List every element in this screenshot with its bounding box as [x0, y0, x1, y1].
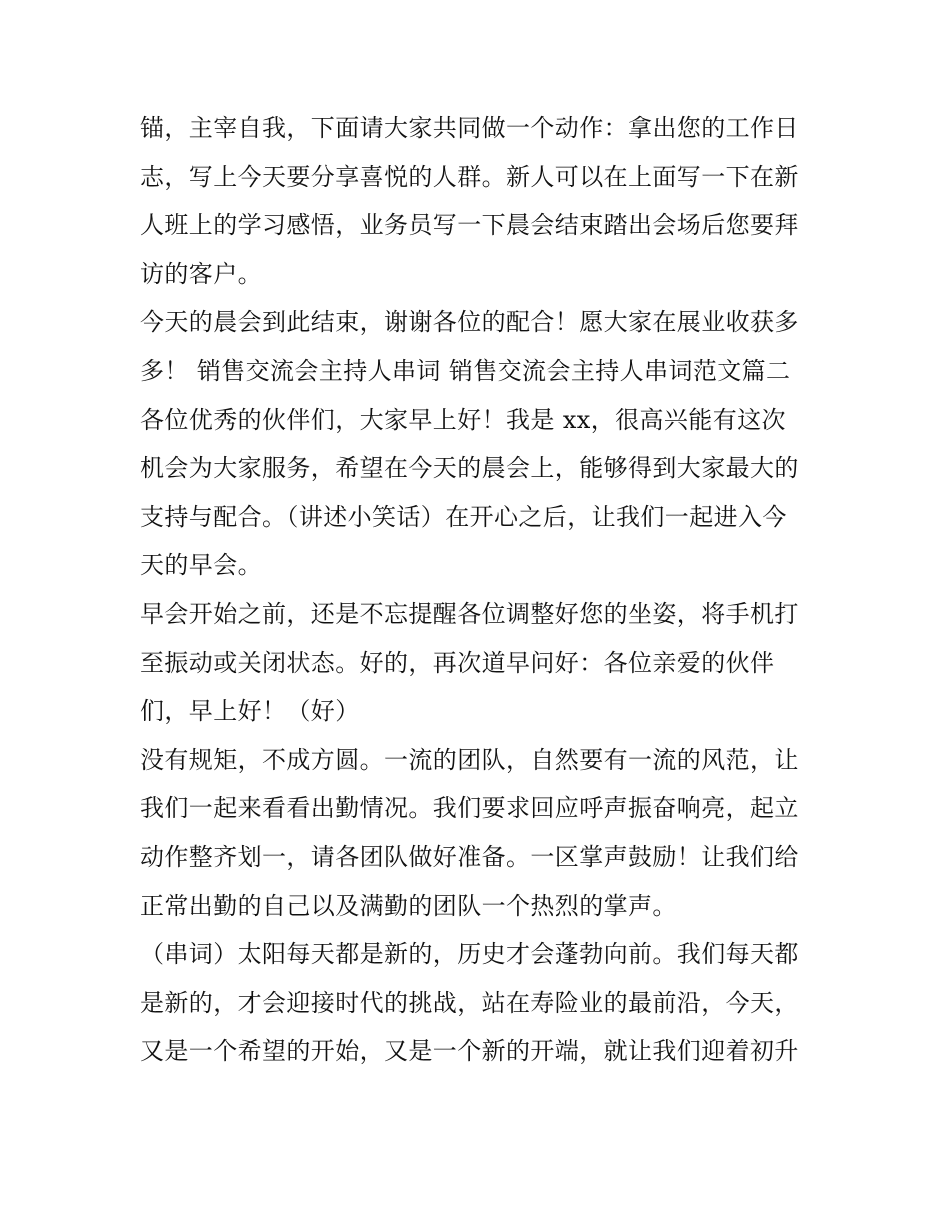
text-line: 我们一起来看看出勤情况。我们要求回应呼声振奋响亮，起立	[140, 794, 799, 823]
text-line: 动作整齐划一，请各团队做好准备。一区掌声鼓励！让我们给	[140, 842, 799, 871]
text-line: 志，写上今天要分享喜悦的人群。新人可以在上面写一下在新	[140, 162, 799, 191]
text-line: 没有规矩，不成方圆。一流的团队，自然要有一流的风范，让	[140, 745, 799, 774]
text-line: （串词）太阳每天都是新的，历史才会蓬勃向前。我们每天都	[140, 940, 799, 969]
text-line: 们，早上好！（好）	[140, 697, 360, 726]
text-line: 早会开始之前，还是不忘提醒各位调整好您的坐姿，将手机打	[140, 599, 799, 628]
text-line: 机会为大家服务，希望在今天的晨会上，能够得到大家最大的	[140, 454, 799, 483]
text-line: 又是一个希望的开始，又是一个新的开端，就让我们迎着初升	[140, 1037, 799, 1066]
text-line: 今天的晨会到此结束，谢谢各位的配合！愿大家在展业收获多	[140, 308, 799, 337]
text-line: 天的早会。	[140, 551, 262, 580]
text-line: 多！ 销售交流会主持人串词 销售交流会主持人串词范文篇二	[140, 356, 791, 385]
text-line: 正常出勤的自己以及满勤的团队一个热烈的掌声。	[140, 891, 677, 920]
text-line: 支持与配合。（讲述小笑话）在开心之后，让我们一起进入今	[140, 502, 787, 531]
text-line: 是新的，才会迎接时代的挑战，站在寿险业的最前沿，今天，	[140, 988, 799, 1017]
body-text	[140, 104, 820, 1076]
text-line: 访的客户。	[140, 259, 262, 288]
text-line: 至振动或关闭状态。好的，再次道早问好：各位亲爱的伙伴	[140, 648, 775, 677]
text-line: 人班上的学习感悟，业务员写一下晨会结束踏出会场后您要拜	[140, 211, 799, 240]
text-line: 各位优秀的伙伴们，大家早上好！我是 xx，很高兴能有这次	[140, 405, 786, 434]
text-line: 锚，主宰自我，下面请大家共同做一个动作：拿出您的工作日	[140, 114, 799, 142]
